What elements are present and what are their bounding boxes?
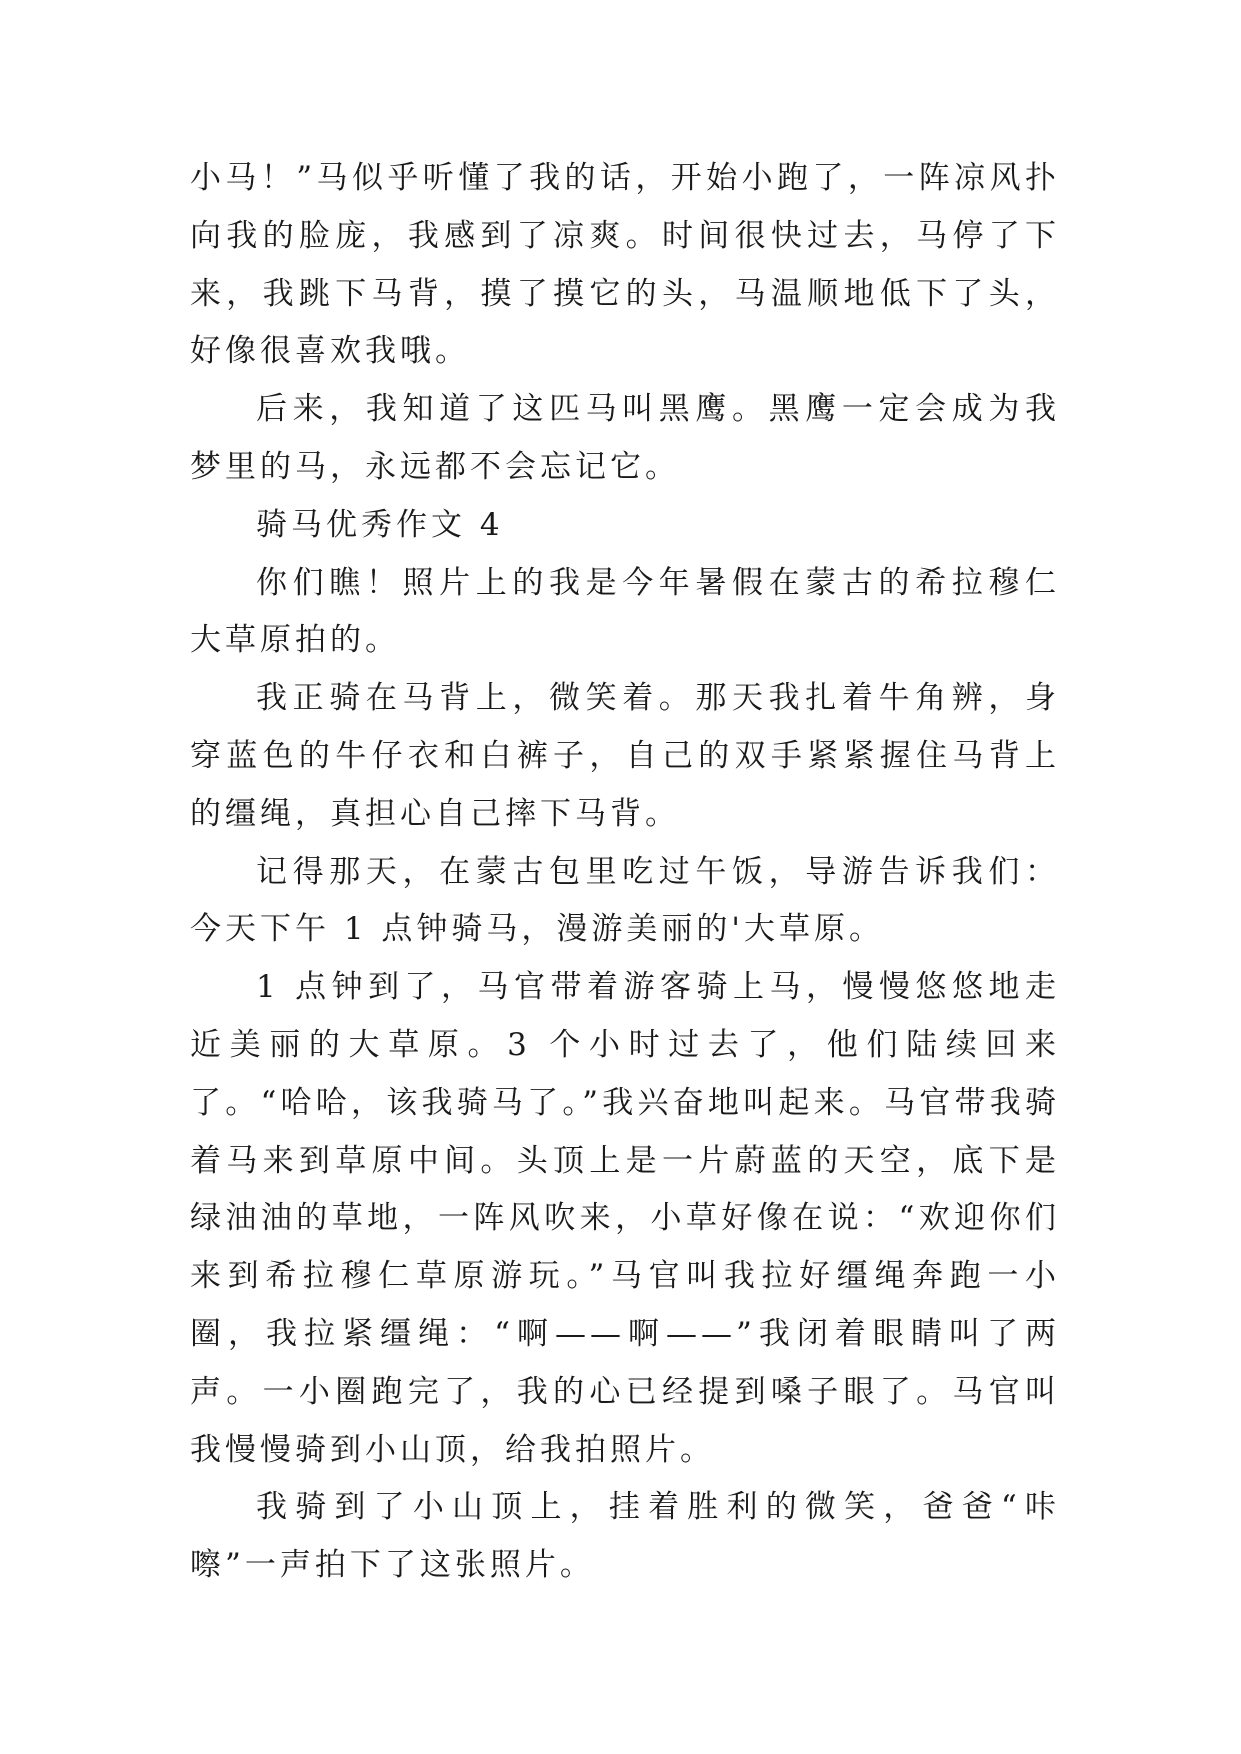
paragraph-continued: 小马！”马似乎听懂了我的话，开始小跑了，一阵凉风扑向我的脸庞，我感到了凉爽。时间很快过去，马停了下来，我跳下马背，摸了摸它的头，马温顺地低下了头，好像很喜欢我哦。 bbox=[190, 160, 1060, 370]
paragraph: 我正骑在马背上，微笑着。那天我扎着牛角辨，身穿蓝色的牛仔衣和白裤子，自己的双手紧紧握住马背上的缰绳，真担心自己摔下马背。 bbox=[190, 680, 1060, 832]
section-heading: 骑马优秀作文 4 bbox=[256, 506, 504, 543]
paragraph: 1 点钟到了，马官带着游客骑上马，慢慢悠悠地走近美丽的大草原。3 个小时过去了，他们陆续回来了。“哈哈，该我骑马了。”我兴奋地叫起来。马官带我骑着马来到草原中间。头顶上是一片蔚蓝的天空，底下是绿油油的草地，一阵风吹来，小草好像在说：“欢迎你们来到希拉穆仁草原游玩。”马官叫我拉好缰绳奔跑一小圈，我拉紧缰绳：“啊——啊——”我闭着眼睛叫了两声。一小圈跑完了，我的心已经提到嗓子眼了。马官叫我慢慢骑到小山顶，给我拍照片。 bbox=[190, 969, 1060, 1468]
paragraph: 你们瞧！照片上的我是今年暑假在蒙古的希拉穆仁大草原拍的。 bbox=[190, 564, 1060, 659]
essay-body bbox=[190, 150, 1060, 1595]
paragraph: 后来，我知道了这匹马叫黑鹰。黑鹰一定会成为我梦里的马，永远都不会忘记它。 bbox=[190, 391, 1060, 485]
paragraph: 记得那天，在蒙古包里吃过午饭，导游告诉我们：今天下午 1 点钟骑马，漫游美丽的'大草原。 bbox=[190, 853, 1060, 948]
paragraph: 我骑到了小山顶上，挂着胜利的微笑，爸爸“咔嚓”一声拍下了这张照片。 bbox=[190, 1489, 1060, 1584]
